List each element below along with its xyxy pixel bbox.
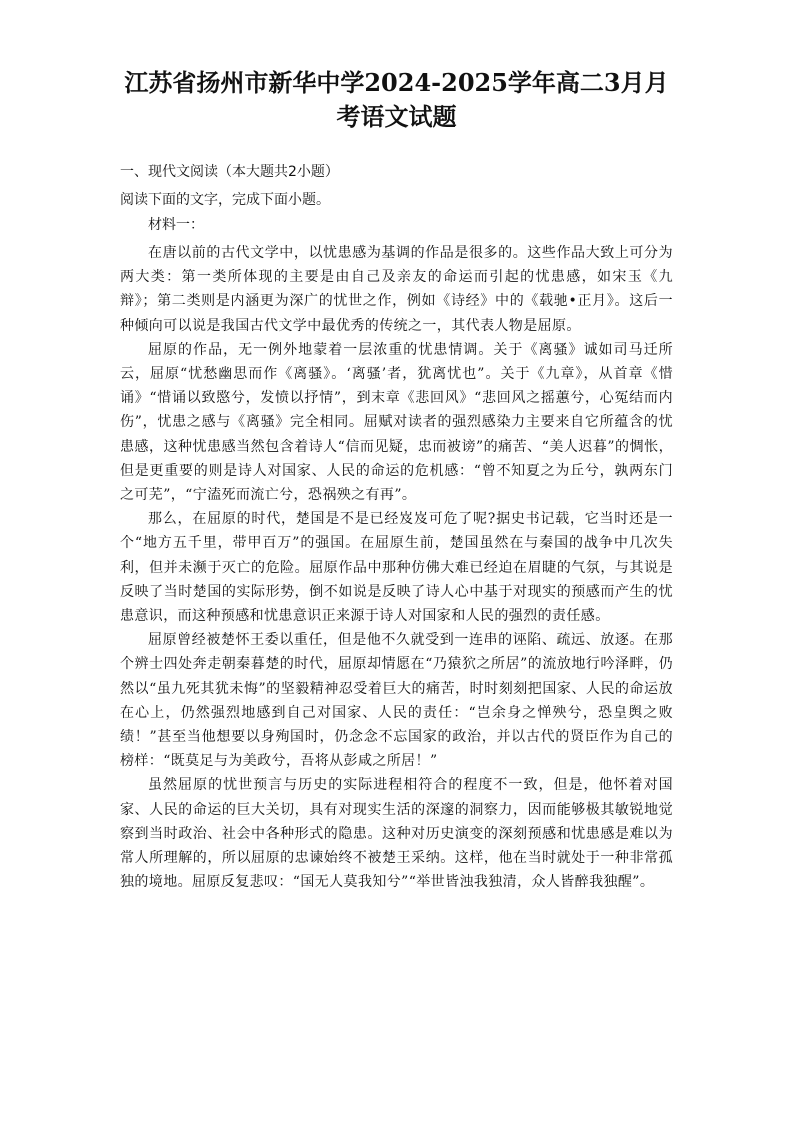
paragraph: 屈原的作品，无一例外地蒙着一层浓重的忧患情调。关于《离骚》诚如司马迁所云，屈原“忧愁幽思而作《离骚》。‘离骚’者，犹离忧也”。关于《九章》，从首章《惜诵》“惜诵以致愍兮，发愤以抒情”，到末章《悲回风》“悲回风之摇蕙兮，心冤结而内伤”，忧患之感与《离骚》完全相同。屈赋对读者的强烈感染力主要来自它所蕴含的忧患感，这种忧患感当然包含着诗人“信而见疑，忠而被谤”的痛苦、“美人迟暮”的惆怅，但是更重要的则是诗人对国家、人民的命运的危机感：“曾不知夏之为丘兮，孰两东门之可芜”，“宁溘死而流亡兮，恐祸殃之有再”。 bbox=[120, 341, 673, 504]
section-heading: 一、现代文阅读（本大题共2小题） bbox=[120, 164, 339, 180]
paragraph: 屈原曾经被楚怀王委以重任，但是他不久就受到一连串的诬陷、疏远、放逐。在那个辨士四处奔走朝秦暮楚的时代，屈原却情愿在“乃猿狖之所居”的流放地行吟泽畔，仍然以“虽九死其犹未悔”的坚毅精神忍受着巨大的痛苦，时时刻刻把国家、人民的命运放在心上，仍然强烈地感到自己对国家、人民的责任：“岂余身之惮殃兮，恐皇舆之败绩！”甚至当他想要以身殉国时，仍念念不忘国家的政治，并以古代的贤臣作为自己的榜样：“既莫足与为美政兮，吾将从彭咸之所居！” bbox=[120, 632, 673, 770]
paragraph: 在唐以前的古代文学中，以忧患感为基调的作品是很多的。这些作品大致上可分为两大类：第一类所体现的主要是由自己及亲友的命运而引起的忧患感，如宋玉《九辩》；第二类则是内涵更为深广的忧世之作，例如《诗经》中的《载驰•正月》。这后一种倾向可以说是我国古代文学中最优秀的传统之一，其代表人物是屈原。 bbox=[120, 245, 673, 334]
paragraph: 虽然屈原的忧世预言与历史的实际进程相符合的程度不一致，但是，他怀着对国家、人民的命运的巨大关切，具有对现实生活的深邃的洞察力，因而能够极其敏锐地觉察到当时政治、社会中各种形式的隐患。这种对历史演变的深刻预感和忧患感是难以为常人所理解的，所以屈原的忠谏始终不被楚王采纳。这样，他在当时就处于一种非常孤独的境地。屈原反复悲叹：“国无人莫我知兮”“举世皆浊我独清，众人皆醉我独醒”。 bbox=[120, 777, 673, 891]
material-label: 材料一： bbox=[148, 217, 204, 233]
document-title: 江苏省扬州市新华中学2024-2025学年高二3月月考语文试题 bbox=[124, 68, 669, 131]
reading-instruction: 阅读下面的文字，完成下面小题。 bbox=[120, 192, 330, 208]
passage-body bbox=[120, 241, 673, 894]
paragraph: 那么，在屈原的时代，楚国是不是已经岌岌可危了呢?据史书记载，它当时还是一个“地方五千里，带甲百万”的强国。在屈原生前，楚国虽然在与秦国的战争中几次失利，但并未濒于灭亡的危险。屈原作品中那种仿佛大难已经迫在眉睫的气氛，与其说是反映了当时楚国的实际形势，倒不如说是反映了诗人心中基于对现实的预感而产生的忧患意识，而这种预感和忧患意识正来源于诗人对国家和人民的强烈的责任感。 bbox=[120, 511, 673, 625]
